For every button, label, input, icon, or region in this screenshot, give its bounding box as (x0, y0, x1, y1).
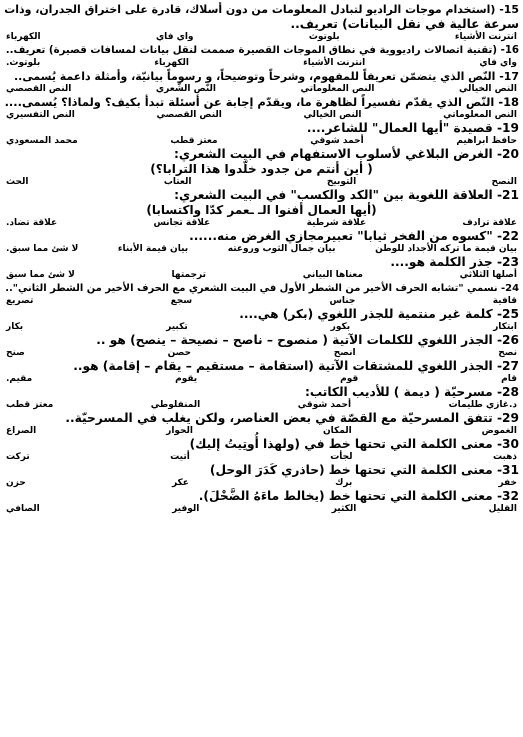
answer-option[interactable]: الغموض (481, 426, 517, 436)
answer-options (4, 374, 519, 385)
answer-option[interactable]: النص الخيالي (303, 110, 362, 120)
question-stem: 25- كلمة غير منتمية للجذر اللغوي (بكر) هي.... (239, 307, 519, 321)
answer-options (4, 452, 519, 463)
answer-option[interactable]: انترنت الأشياء (303, 58, 366, 68)
question-block (4, 307, 519, 333)
answer-options (4, 177, 519, 188)
answer-option[interactable]: د.غازي طليمات (448, 400, 517, 410)
question-block (4, 437, 519, 463)
answer-options (4, 110, 519, 121)
answer-option[interactable]: بيان قيمة الأبناء (117, 244, 189, 254)
answer-option[interactable]: خفر (498, 478, 517, 488)
answer-option[interactable]: نصح (498, 348, 517, 358)
question-stem: 17- النّص الذي يتضمّن تعريفاً للمفهوم، وشرحاً وتوضيحاً، و رسوماً بيانيّة، وأمثلة داعمة يُسمى.. (14, 70, 519, 83)
answer-option[interactable]: برك (335, 478, 353, 488)
answer-option[interactable]: صنح (6, 348, 25, 358)
question-stem: 19- قصيدة "أيها العمال" للشاعر.... (306, 121, 519, 135)
answer-option[interactable]: حزن (6, 478, 26, 488)
answer-option[interactable]: تكبير (166, 322, 188, 332)
question-stem: 28- مسرحيّة ( ديمة ) للأديب الكاتب: (304, 385, 519, 399)
answer-option[interactable]: النّص الشّعري (155, 84, 216, 94)
question-stem: 32- معنى الكلمة التي تحتها خط (يخالط ماءَهُ الضَّحْلَ). (198, 489, 519, 503)
answer-option[interactable]: المكان (322, 426, 352, 436)
answer-options (4, 400, 519, 411)
answer-option[interactable]: حافظ ابراهيم (456, 136, 517, 146)
poem-verse: ( أين أنتم من جدود خلّدوا هذا الترابا؟) (150, 162, 373, 176)
answer-option[interactable]: سجع (170, 296, 193, 306)
answer-option[interactable]: عكر (171, 478, 189, 488)
answer-option[interactable]: بكور (330, 322, 351, 332)
answer-option[interactable]: بيان جمال الثوب وروعته (227, 244, 336, 254)
answer-options (4, 244, 519, 255)
answer-option[interactable]: الصافي (6, 504, 40, 514)
answer-option[interactable]: ذهبت (492, 452, 517, 462)
answer-option[interactable]: بيان قيمة ما تركه الأجداد للوطن (375, 244, 517, 254)
answer-option[interactable]: علاقة ترادف (462, 218, 517, 228)
question-stem: سرعة عالية في نقل البيانات) تعريف.. (290, 17, 519, 31)
question-stem: 23- جذر الكلمة هو.... (390, 255, 519, 269)
question-stem: 22- "كسوه من الفخر ثيابا" تعبيرمجازي الغرض منه...... (189, 229, 519, 243)
answer-option[interactable]: الحوار (166, 426, 193, 436)
answer-option[interactable]: بلوتوث. (6, 58, 41, 68)
answer-options (4, 270, 519, 281)
question-block (4, 255, 519, 281)
question-block (4, 43, 519, 69)
answer-option[interactable]: يقوم (175, 374, 198, 384)
question-block (4, 333, 519, 359)
answer-option[interactable]: لا شئ مما سبق (6, 270, 75, 280)
answer-options (4, 84, 519, 95)
question-stem: 16- (تقنية اتصالات راديووية في نطاق الموجات القصيرة صممت لنقل بيانات لمسافات قصيرة) تعريف.. (5, 45, 519, 56)
answer-option[interactable]: جناس (329, 296, 356, 306)
answer-option[interactable]: النص القصصي (6, 84, 72, 94)
answer-option[interactable]: المنفلوطي (150, 400, 201, 410)
answer-option[interactable]: تصريع (6, 296, 34, 306)
question-stem: 24- نسمي "تشابه الحرف الأخير من الشطر الأول في البيت الشعري مع الحرف الأخير من الشطر الثاني".. (5, 283, 519, 294)
question-stem: 26- الجذر اللغوي للكلمات الآتية ( منصوح – ناصح – نصيحة – ينصح) هو .. (96, 333, 519, 347)
answer-option[interactable]: قافية (492, 296, 517, 306)
question-stem: 31- معنى الكلمة التي تحتها خط (حاذري كَدَرَ الوحل) (209, 463, 519, 477)
answer-option[interactable]: تركت (6, 452, 30, 462)
question-stem: 21- العلاقة اللغوية بين "الكد والكسب" في البيت الشعري: (174, 188, 519, 202)
answer-option[interactable]: علاقة تجانس (153, 218, 211, 228)
question-stem: 27- الجذر اللغوي للمشتقات الآتية (استقامة – مستقيم – يقام – إقامة) هو.. (73, 359, 519, 373)
answer-option[interactable]: العتاب (163, 177, 192, 187)
answer-option[interactable]: معتز قطب (6, 400, 54, 410)
answer-option[interactable]: الكهرباء (154, 58, 189, 68)
answer-option[interactable]: ابتكار (493, 322, 517, 332)
answer-options (4, 478, 519, 489)
answer-option[interactable]: بلوتوث (308, 32, 340, 42)
question-block (4, 463, 519, 489)
question-block (4, 188, 519, 229)
answer-options (4, 136, 519, 147)
answer-option[interactable]: الصراع (6, 426, 37, 436)
answer-option[interactable]: أحمد شوقي (310, 136, 364, 146)
answer-option[interactable]: النص المعلوماتي (443, 110, 517, 120)
question-stem: 30- معنى الكلمة التي تحتها خط في (ولهذا أُوتِيتُ إليك) (189, 437, 519, 451)
answer-option[interactable]: معتز قطب (170, 136, 218, 146)
question-block (4, 489, 519, 515)
answer-option[interactable]: علاقة شرطية (306, 218, 367, 228)
answer-option[interactable]: القليل (488, 504, 517, 514)
answer-option[interactable]: بكار (6, 322, 24, 332)
answer-options (4, 322, 519, 333)
answer-option[interactable]: قوم (340, 374, 359, 384)
question-block (4, 411, 519, 437)
answer-option[interactable]: علاقة تضاد. (6, 218, 58, 228)
answer-option[interactable]: واي فاي (155, 32, 194, 42)
answer-option[interactable]: الكهرباء (6, 32, 41, 42)
answer-options (4, 296, 519, 307)
question-block (4, 121, 519, 147)
answer-option[interactable]: واي فاي (479, 58, 517, 68)
question-block (4, 147, 519, 188)
question-stem: 18- النّص الذي يقدّم تفسيراً لظاهرة ما، ويقدّم إجابة عن أسئلة تبدأ بكيف؟ ولماذا؟ يُسمى.... (4, 95, 519, 109)
answer-option[interactable]: مقيم. (6, 374, 33, 384)
answer-option[interactable]: الحث (6, 177, 29, 187)
question-block (4, 95, 519, 121)
answer-option[interactable]: معناها البياني (302, 270, 363, 280)
question-block (4, 229, 519, 255)
answer-option[interactable]: الوفير (172, 504, 200, 514)
answer-option[interactable]: انترنت الأشياء (454, 32, 517, 42)
answer-option[interactable]: انصح (333, 348, 356, 358)
question-block (4, 385, 519, 411)
answer-options (4, 426, 519, 437)
answer-option[interactable]: حصن (167, 348, 192, 358)
answer-option[interactable]: التوبيخ (326, 177, 357, 187)
answer-option[interactable]: النص الخيالي (458, 84, 517, 94)
answer-option[interactable]: النصح (491, 177, 517, 187)
question-block (4, 359, 519, 385)
answer-option[interactable]: أصلها الثلاثي (459, 270, 517, 280)
question-block (4, 2, 519, 43)
answer-option[interactable]: النص المعلوماتي (300, 84, 375, 94)
answer-options (4, 504, 519, 515)
answer-option[interactable]: قام (501, 374, 517, 384)
question-stem: 15- (استخدام موجات الراديو لتبادل المعلومات من دون أسلاك، قادرة على اختراق الجدران، وذات (4, 3, 519, 16)
answer-option[interactable]: الكثير (331, 504, 357, 514)
question-stem: 20- الغرض البلاغي لأسلوب الاستفهام في البيت الشعري: (173, 147, 519, 161)
answer-options (4, 58, 519, 69)
answer-option[interactable]: أتيت (170, 452, 190, 462)
answer-options (4, 218, 519, 229)
answer-option[interactable]: ترجمتها (171, 270, 207, 280)
question-block (4, 69, 519, 95)
answer-option[interactable]: النص التفسيري (6, 110, 75, 120)
question-stem: 29- تتفق المسرحيّة مع القصّة في بعض العناصر، ولكن يغلب في المسرحيّة.. (65, 411, 519, 425)
answer-options (4, 348, 519, 359)
answer-option[interactable]: لجأت (330, 452, 353, 462)
answer-option[interactable]: لا شئ مما سبق. (6, 244, 79, 254)
answer-option[interactable]: النص القصصي (156, 110, 222, 120)
answer-option[interactable]: أحمد شوقي (297, 400, 352, 410)
question-block (4, 281, 519, 307)
poem-verse: (أيها العمال أفنوا الـ ـعمر كدّا واكتسابا) (146, 203, 377, 217)
answer-option[interactable]: محمد المسعودي (6, 136, 78, 146)
answer-options (4, 32, 519, 43)
